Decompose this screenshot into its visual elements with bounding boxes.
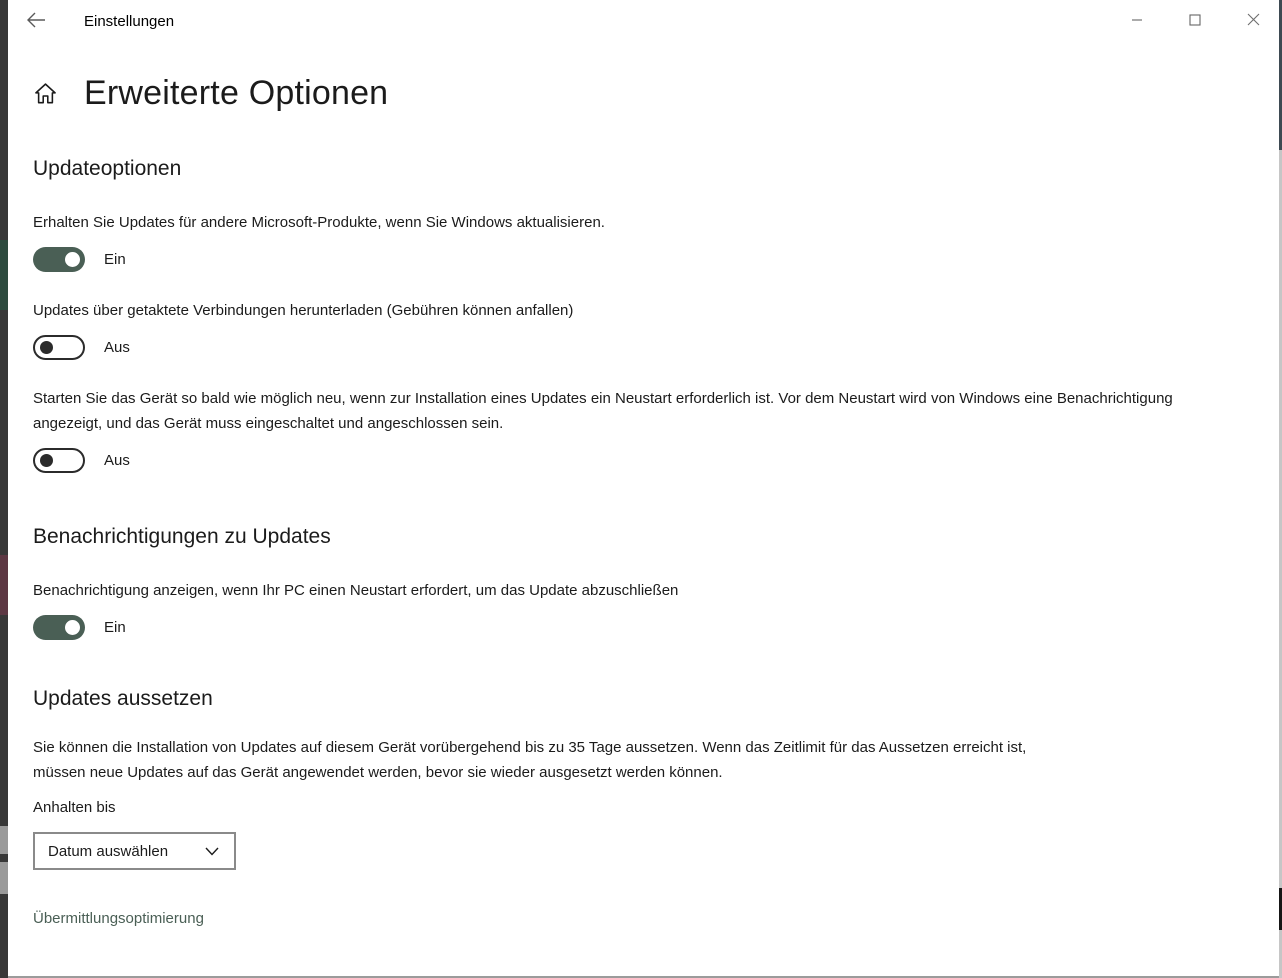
minimize-icon [1131, 14, 1143, 29]
toggle-knob [40, 341, 53, 354]
window-title: Einstellungen [84, 12, 175, 30]
setting-restart-asap [33, 386, 1242, 473]
toggle-row [33, 335, 1242, 360]
pause-updates-description: Sie können die Installation von Updates auf diesem Gerät vorübergehend bis zu 35 Tage aussetzen. Wenn das Zeitlimit für das Aussetzen erreicht ist, müssen neue Updates auf das Gerät angewendet werden, bevor sie wieder ausgesetzt werden können. [33, 739, 1027, 781]
toggle-state-label: Ein [104, 619, 126, 636]
left-edge-segment [0, 240, 8, 310]
setting-description: Updates über getaktete Verbindungen herunterladen (Gebühren können anfallen) [33, 302, 574, 319]
metered-connections-toggle[interactable] [33, 335, 85, 360]
back-arrow-icon [26, 11, 46, 32]
page-title: Erweiterte Optionen [84, 74, 389, 112]
minimize-button[interactable] [1108, 0, 1166, 42]
toggle-knob [40, 454, 53, 467]
setting-description: Starten Sie das Gerät so bald wie möglich neu, wenn zur Installation eines Updates ein Neustart erforderlich ist. Vor dem Neustart wird von Windows eine Benachrichtigung angezeigt, und das Gerät muss eingeschaltet und angeschlossen sein. [33, 390, 1173, 432]
background-window-left-edge [0, 0, 8, 978]
restart-notification-toggle[interactable] [33, 615, 85, 640]
toggle-row [33, 615, 1242, 640]
window-controls [1108, 0, 1282, 42]
close-icon [1247, 13, 1260, 29]
titlebar [8, 0, 1282, 42]
setting-restart-notification [33, 578, 1242, 640]
close-button[interactable] [1224, 0, 1282, 42]
toggle-knob [65, 620, 80, 635]
toggle-row [33, 448, 1242, 473]
left-edge-segment [0, 826, 8, 854]
chevron-down-icon [205, 843, 219, 860]
setting-description: Benachrichtigung anzeigen, wenn Ihr PC einen Neustart erfordert, um das Update abzuschließen [33, 582, 679, 599]
section-heading-benachrichtigungen: Benachrichtigungen zu Updates [33, 525, 331, 548]
select-date-dropdown[interactable] [33, 832, 236, 870]
setting-metered-connections [33, 298, 1242, 360]
setting-description: Erhalten Sie Updates für andere Microsoft-Produkte, wenn Sie Windows aktualisieren. [33, 214, 605, 231]
toggle-state-label: Ein [104, 251, 126, 268]
restart-asap-toggle[interactable] [33, 448, 85, 473]
left-edge-segment [0, 862, 8, 894]
settings-page [33, 74, 1242, 928]
maximize-button[interactable] [1166, 0, 1224, 42]
pause-until-label: Anhalten bis [33, 799, 116, 816]
ms-product-updates-toggle[interactable] [33, 247, 85, 272]
left-edge-segment [0, 555, 8, 615]
maximize-icon [1189, 14, 1201, 29]
page-header [33, 74, 1242, 113]
setting-ms-product-updates [33, 210, 1242, 272]
delivery-optimization-link[interactable]: Übermittlungsoptimierung [33, 910, 204, 927]
toggle-knob [65, 252, 80, 267]
toggle-state-label: Aus [104, 452, 130, 469]
back-button[interactable] [12, 0, 60, 42]
section-heading-updates-aussetzen: Updates aussetzen [33, 687, 213, 710]
toggle-row [33, 247, 1242, 272]
toggle-state-label: Aus [104, 339, 130, 356]
section-heading-updateoptionen: Updateoptionen [33, 157, 182, 180]
home-icon [33, 81, 58, 106]
select-date-dropdown-value: Datum auswählen [48, 842, 169, 860]
